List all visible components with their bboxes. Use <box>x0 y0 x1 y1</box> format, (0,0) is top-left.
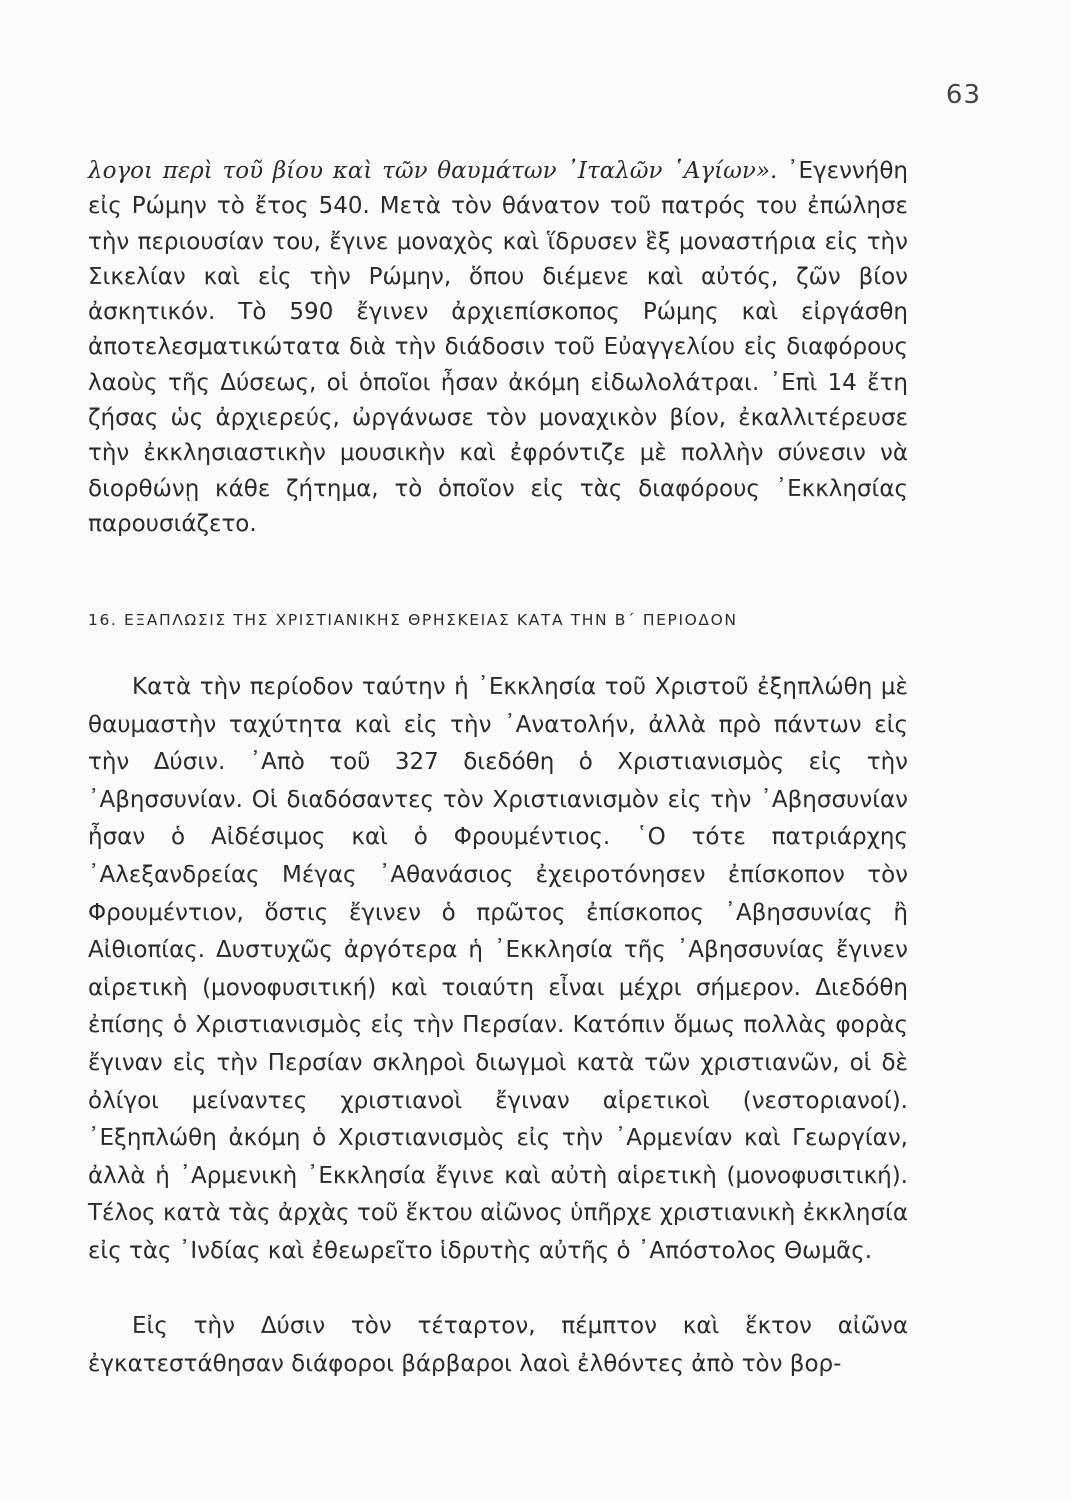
section-paragraph-2 <box>88 1308 908 1383</box>
page-number: 63 <box>945 80 981 110</box>
paragraph-text: ᾿Εγεννήθη εἰς Ρώμην τὸ ἔτος 540. Μετὰ τὸν θάνατον τοῦ πατρός του ἐπώλησε τὴν περιουσίαν του, ἔγινε μοναχὸς καὶ ἵδρυσεν ἓξ μοναστήρια εἰς τὴν Σικελίαν καὶ εἰς τὴν Ρώμην, ὅπου διέμενε καὶ αὐτός, ζῶν βίον ἀσκητικόν. Τὸ 590 ἔγινεν ἀρχιεπίσκοπος Ρώμης καὶ εἰργάσθη ἀποτελεσματικώτατα διὰ τὴν διάδοσιν τοῦ Εὐαγγελίου εἰς διαφόρους λαοὺς τῆς Δύσεως, οἱ ὁποῖοι ἦσαν ἀκόμη εἰδωλολάτραι. ᾿Επὶ 14 ἔτη ζήσας ὡς ἀρχιερεύς, ὠργάνωσε τὸν μοναχικὸν βίον, ἐκαλλιτέρευσε τὴν ἐκκλησιαστικὴν μουσικὴν καὶ ἐφρόντιζε μὲ πολλὴν σύνεσιν νὰ διορθώνῃ κάθε ζήτημα, τὸ ὁποῖον εἰς τὰς διαφόρους ᾿Εκκλησίας παρουσιάζετο. <box>88 158 908 537</box>
italic-title-fragment: λογοι περὶ τοῦ βίου καὶ τῶν θαυμάτων ᾿Ιταλῶν ῾Αγίων». <box>88 158 778 184</box>
paragraph-text: Εἰς τὴν Δύσιν τὸν τέταρτον, πέμπτον καὶ ἕκτον αἰῶνα ἐγκατεστάθησαν διάφοροι βάρβαροι λαοὶ ἐλθόντες ἀπὸ τὸν βορ- <box>88 1313 908 1377</box>
section-heading: 16. ΕΞΑΠΛΩΣΙΣ ΤΗΣ ΧΡΙΣΤΙΑΝΙΚΗΣ ΘΡΗΣΚΕΙΑΣ ΚΑΤΑ ΤΗΝ Β΄ ΠΕΡΙΟΔΟΝ <box>88 611 738 629</box>
section-paragraph <box>88 669 908 1271</box>
paragraph-text: Κατὰ τὴν περίοδον ταύτην ἡ ᾿Εκκλησία τοῦ Χριστοῦ ἐξηπλώθη μὲ θαυμαστὴν ταχύτητα καὶ εἰς τὴν ᾿Ανατολήν, ἀλλὰ πρὸ πάντων εἰς τὴν Δύσιν. ᾿Απὸ τοῦ 327 διεδόθη ὁ Χριστιανισμὸς εἰς τὴν ᾿Αβησσυνίαν. Οἱ διαδόσαντες τὸν Χριστιανισμὸν εἰς τὴν ᾿Αβησσυνίαν ἦσαν ὁ Αἰδέσιμος καὶ ὁ Φρουμέντιος. ῾Ο τότε πατριάρχης ᾿Αλεξανδρείας Μέγας ᾿Αθανάσιος ἐχειροτόνησεν ἐπίσκοπον τὸν Φρουμέντιον, ὅστις ἔγινεν ὁ πρῶτος ἐπίσκοπος ᾿Αβησσυνίας ἢ Αἰθιοπίας. Δυστυχῶς ἀργότερα ἡ ᾿Εκκλησία τῆς ᾿Αβησσυνίας ἔγινεν αἱρετικὴ (μονοφυσιτική) καὶ τοιαύτη εἶναι μέχρι σήμερον. Διεδόθη ἐπίσης ὁ Χριστιανισμὸς εἰς τὴν Περσίαν. Κατόπιν ὅμως πολλὰς φορὰς ἔγιναν εἰς τὴν Περσίαν σκληροὶ διωγμοὶ κατὰ τῶν χριστιανῶν, οἱ δὲ ὀλίγοι μείναντες χριστιανοὶ ἔγιναν αἱρετικοὶ (νεστοριανοί). ᾿Εξηπλώθη ἀκόμη ὁ Χριστιανισμὸς εἰς τὴν ᾿Αρμενίαν καὶ Γεωργίαν, ἀλλὰ ἡ ᾿Αρμενικὴ ᾿Εκκλησία ἔγινε καὶ αὐτὴ αἱρετικὴ (μονοφυσιτική). Τέλος κατὰ τὰς ἀρχὰς τοῦ ἕκτου αἰῶνος ὑπῆρχε χριστιανικὴ ἐκκλησία εἰς τὰς ᾿Ινδίας καὶ ἐθεωρεῖτο ἱδρυτὴς αὐτῆς ὁ ᾿Απόστολος Θωμᾶς. <box>88 674 908 1264</box>
paragraph-continuation <box>88 154 908 542</box>
